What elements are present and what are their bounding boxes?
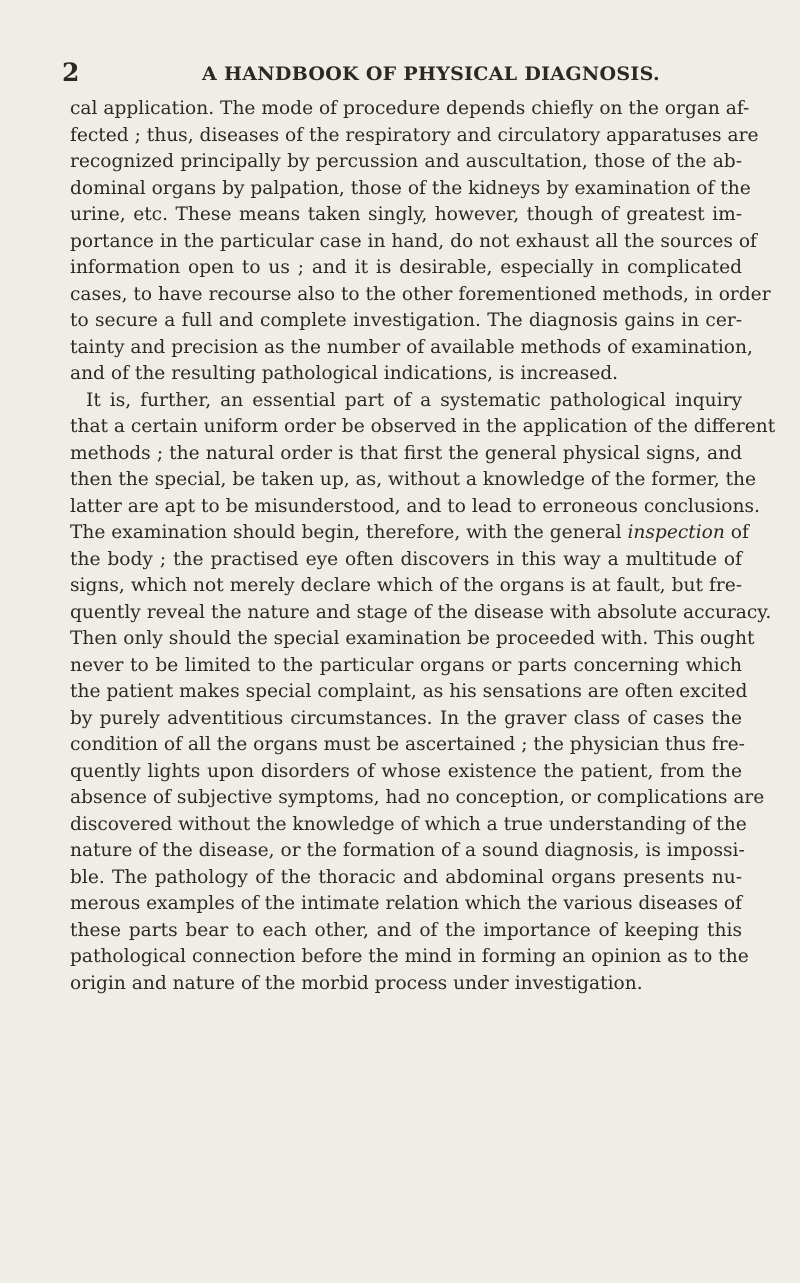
- text-line: tainty and precision as the number of available methods of examination,: [70, 336, 753, 358]
- text-line: Then only should the special examination be proceeded with. This ought: [70, 628, 755, 649]
- text-line: information open to us ; and it is desirable, especially in complicated: [70, 257, 742, 278]
- text-line: the patient makes special complaint, as his sensations are often excited: [70, 681, 748, 702]
- text-line: never to be limited to the particular organs or parts concerning which: [70, 654, 742, 676]
- text-line: fected ; thus, diseases of the respiratory and circulatory apparatuses are: [70, 124, 759, 146]
- text-line: quently lights upon disorders of whose existence the patient, from the: [70, 760, 742, 782]
- text-line: absence of subjective symptoms, had no conception, or complications are: [70, 787, 765, 808]
- text-line: origin and nature of the morbid process under investigation.: [70, 972, 643, 994]
- text-line: It is, further, an essential part of a systematic pathological inquiry: [86, 389, 742, 411]
- text-line: the body ; the practised eye often discovers in this way a multitude of: [70, 548, 742, 570]
- text-line: to secure a full and complete investigation. The diagnosis gains in cer-: [70, 310, 742, 331]
- page-header: [62, 58, 742, 88]
- text-line: portance in the particular case in hand, do not exhaust all the sources of: [70, 230, 757, 252]
- text-line: merous examples of the intimate relation which the various diseases of: [70, 893, 742, 914]
- text-segment: The examination should begin, therefore, with the general: [70, 522, 622, 543]
- text-line: cases, to have recourse also to the other forementioned methods, in order: [70, 283, 771, 305]
- body-text: [70, 96, 776, 997]
- text-line: dominal organs by palpation, those of the kidneys by examination of the: [70, 177, 751, 199]
- text-line: pathological connection before the mind in forming an opinion as to the: [70, 946, 749, 967]
- text-line: discovered without the knowledge of which a true understanding of the: [70, 813, 747, 835]
- text-line: latter are apt to be misunderstood, and to lead to erroneous conclusions.: [70, 495, 760, 517]
- page-number: 2: [62, 58, 80, 87]
- text-line: condition of all the organs must be ascertained ; the physician thus fre-: [70, 734, 745, 755]
- text-line: ble. The pathology of the thoracic and abdominal organs presents nu-: [70, 866, 742, 888]
- text-line: nature of the disease, or the formation of a sound diagnosis, is impossi-: [70, 840, 745, 861]
- text-line: that a certain uniform order be observed in the application of the different: [70, 416, 776, 437]
- text-line: methods ; the natural order is that first the general physical signs, and: [70, 442, 742, 464]
- text-line: cal application. The mode of procedure depends chiefly on the organ af-: [70, 98, 750, 119]
- text-line: by purely adventitious circumstances. In the graver class of cases the: [70, 707, 742, 729]
- text-line: signs, which not merely declare which of the organs is at fault, but fre-: [70, 575, 742, 596]
- running-title: A HANDBOOK OF PHYSICAL DIAGNOSIS.: [202, 63, 660, 85]
- text-line-with-italic: [70, 520, 749, 547]
- text-line: and of the resulting pathological indications, is increased.: [70, 363, 619, 384]
- text-line: urine, etc. These means taken singly, however, though of greatest im-: [70, 204, 742, 225]
- italic-term: inspection: [627, 522, 725, 543]
- text-line: recognized principally by percussion and auscultation, those of the ab-: [70, 151, 742, 172]
- text-line: then the special, be taken up, as, without a knowledge of the former, the: [70, 469, 756, 490]
- text-line: quently reveal the nature and stage of the disease with absolute accuracy.: [70, 601, 772, 623]
- text-segment: of: [730, 522, 749, 543]
- text-line: these parts bear to each other, and of the importance of keeping this: [70, 919, 742, 941]
